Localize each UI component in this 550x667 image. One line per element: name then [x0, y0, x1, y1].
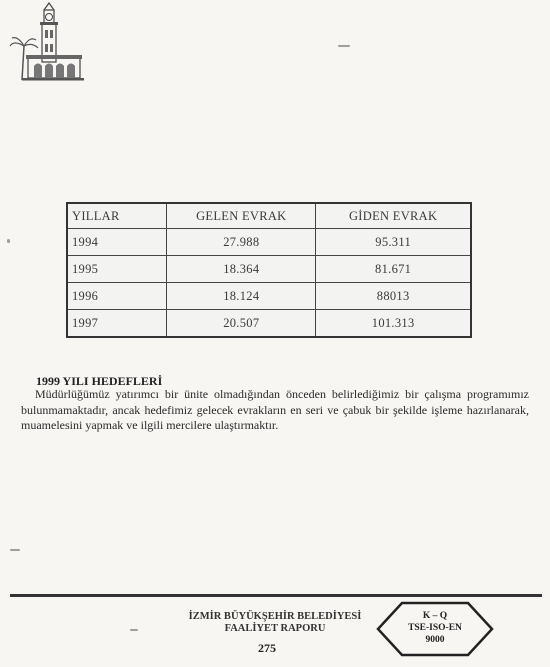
incoming-cell: 18.364: [167, 256, 316, 283]
certification-badge: [372, 600, 498, 658]
outgoing-cell: 88013: [316, 283, 471, 310]
column-header-incoming: GELEN EVRAK: [167, 203, 316, 229]
table-row: [67, 310, 471, 338]
year-cell: 1995: [67, 256, 167, 283]
scan-mark: [338, 45, 350, 47]
page-number: 275: [258, 641, 276, 655]
table-row: [67, 229, 471, 256]
year-cell: 1997: [67, 310, 167, 338]
footer-report-title: FAALİYET RAPORU: [224, 623, 326, 634]
cert-line-1: K – Q: [422, 611, 448, 621]
scan-mark: [7, 239, 10, 243]
column-header-years: YILLAR: [67, 203, 167, 229]
year-cell: 1996: [67, 283, 167, 310]
footer-divider: [10, 594, 542, 597]
cert-line-2: TSE-ISO-EN: [408, 623, 462, 633]
footer-organization: [172, 611, 378, 635]
section-heading: 1999 YILI HEDEFLERİ: [36, 374, 163, 388]
cert-line-3: 9000: [425, 635, 445, 645]
scan-mark: [10, 549, 20, 551]
table-row: [67, 256, 471, 283]
section-body: Müdürlüğümüz yatırımcı bir ünite olmadığından önceden belirlediğimiz bir çalışma programımız bulunmamaktadır, ancak hedefimiz gelecek evrakların en seri ve çabuk bir şekilde işleme hazırlanarak, muamelesini yapmak ve ilgili mercilere ulaştırmaktır.: [21, 387, 529, 432]
clock-tower-icon: [8, 2, 86, 82]
incoming-cell: 20.507: [167, 310, 316, 338]
table-row: [67, 283, 471, 310]
certification-text: [372, 610, 498, 646]
scan-mark: [130, 629, 138, 631]
outgoing-cell: 81.671: [316, 256, 471, 283]
table-header-row: [67, 203, 471, 229]
year-cell: 1994: [67, 229, 167, 256]
column-header-outgoing: GİDEN EVRAK: [316, 203, 471, 229]
records-table: [66, 202, 472, 338]
footer-org-name: İZMİR BÜYÜKŞEHİR BELEDİYESİ: [188, 611, 362, 622]
outgoing-cell: 101.313: [316, 310, 471, 338]
incoming-cell: 27.988: [167, 229, 316, 256]
incoming-cell: 18.124: [167, 283, 316, 310]
outgoing-cell: 95.311: [316, 229, 471, 256]
